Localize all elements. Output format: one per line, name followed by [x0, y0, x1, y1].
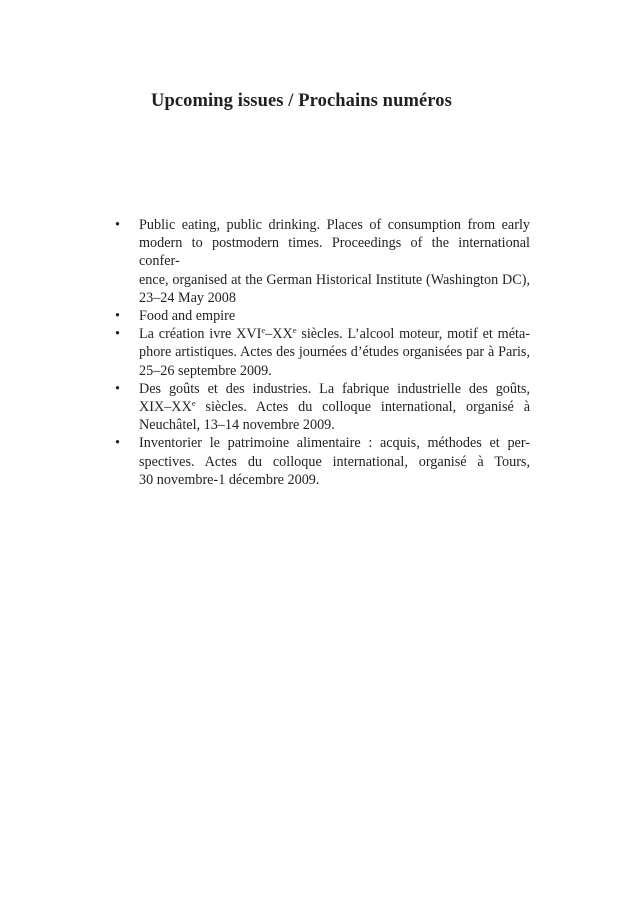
text-segment: XIX–XX — [139, 399, 192, 416]
item-text-line: ence, organised at the German Historical Institute (Washington DC), — [139, 271, 530, 288]
list-item — [139, 307, 530, 325]
item-text-line: spectives. Actes du colloque international, organisé à Tours, — [139, 453, 530, 470]
list-item — [139, 325, 530, 380]
item-text-line: modern to postmodern times. Proceedings of the international confer- — [139, 235, 530, 270]
item-text-line: 23–24 May 2008 — [139, 289, 236, 306]
item-text-line — [139, 325, 530, 343]
item-text-line: • Public eating, public drinking. Places of consumption from early — [139, 217, 530, 233]
text-segment: siècles. L’alcool moteur, motif et méta- — [296, 326, 530, 343]
page-title: Upcoming issues / Prochains numéros — [151, 91, 452, 111]
superscript: e — [292, 325, 297, 336]
item-text-line: 25–26 septembre 2009. — [139, 362, 272, 379]
item-text-line: • Food and empire — [139, 308, 236, 325]
text-segment: siècles. Actes du colloque international, organisé à — [195, 399, 530, 416]
list-item — [139, 380, 530, 435]
superscript: e — [191, 398, 196, 409]
item-text-line: • Inventorier le patrimoine alimentaire : acquis, méthodes et per- — [139, 435, 530, 452]
text-segment: –XX — [265, 326, 293, 343]
text-segment: La création ivre XVI — [139, 326, 262, 343]
upcoming-issues-list — [139, 216, 530, 489]
item-text-line: phore artistiques. Actes des journées d’études organisées par à Paris, — [139, 344, 530, 361]
list-item — [139, 434, 530, 489]
item-text-line: 30 novembre-1 décembre 2009. — [139, 471, 320, 488]
list-item — [139, 216, 530, 307]
item-text-line: Neuchâtel, 13–14 novembre 2009. — [139, 417, 335, 434]
superscript: e — [261, 325, 266, 336]
item-text-line: • Des goûts et des industries. La fabrique industrielle des goûts, — [139, 380, 530, 397]
item-text-line — [139, 398, 530, 416]
